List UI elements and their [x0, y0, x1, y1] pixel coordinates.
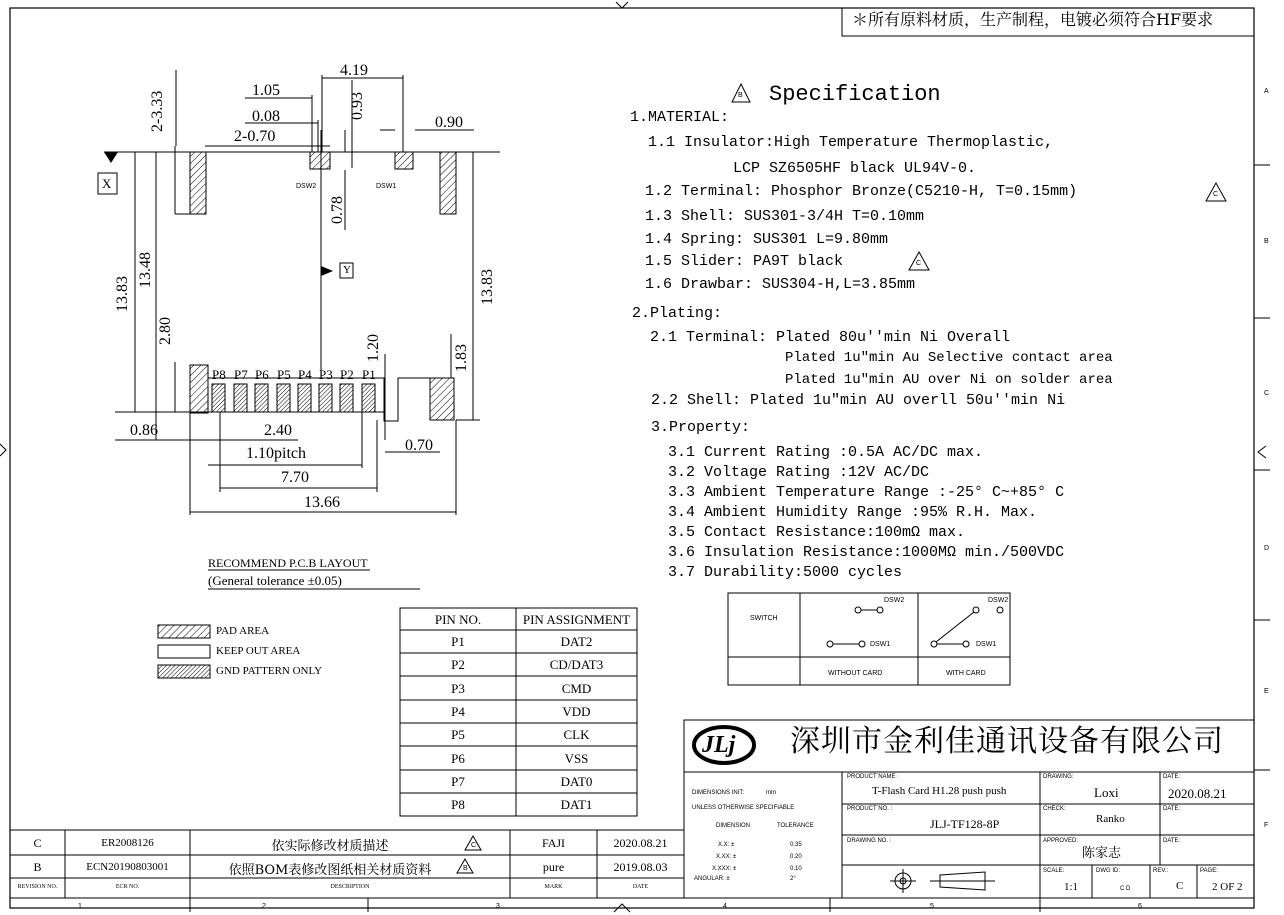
zone-b: B [1264, 238, 1269, 245]
pin-label-p6: P6 [255, 367, 269, 382]
zone-d: D [1264, 545, 1270, 552]
revision-date: 2020.08.21 [613, 836, 668, 850]
product-no-label: PRODUCT NO. : [847, 806, 893, 812]
tolerance-header: TOLERANCE [777, 823, 814, 829]
dim-1-05: 1.05 [252, 82, 280, 99]
drawn-by: Loxi [1094, 785, 1119, 800]
dsw1-label: DSW1 [870, 641, 891, 648]
company-name: 深圳市金利佳通讯设备有限公司 [790, 724, 1224, 759]
tol-xx-value: 0.20 [790, 854, 802, 860]
pin-table-cell: P3 [451, 681, 465, 696]
pin-table-cell: DAT1 [560, 797, 593, 812]
revision-date: 2019.08.03 [613, 860, 668, 874]
product-no: JLJ-TF128-8P [930, 817, 1000, 831]
spec-line: 1.4 Spring: SUS301 L=9.80mm [645, 231, 889, 248]
pin-table-cell: DAT0 [560, 774, 593, 789]
dim-2-0-70: 2-0.70 [234, 128, 276, 145]
date-label: DATE: [1163, 774, 1181, 780]
dim-13-48: 13.48 [137, 252, 154, 288]
zone-3: 3 [496, 903, 500, 910]
revision-no: B [33, 860, 42, 874]
dim-0-93: 0.93 [349, 92, 366, 120]
legend-pad-area: PAD AREA [216, 625, 270, 637]
dsw1-label-2: DSW1 [976, 641, 997, 648]
dim-1-83: 1.83 [453, 344, 470, 372]
zone-a: A [1264, 88, 1269, 95]
pin-table-cell: DAT2 [560, 634, 593, 649]
spec-line: 1.MATERIAL: [630, 109, 730, 126]
tol-angle-label: ANGULAR: ± [694, 876, 730, 882]
dim-7-70: 7.70 [281, 469, 309, 486]
header-revision-no: REVISION NO. [17, 884, 58, 890]
dim-13-66: 13.66 [304, 494, 340, 511]
approved-date-label: DATE: [1163, 838, 1181, 844]
zone-e: E [1264, 688, 1269, 695]
tol-xxx-value: 0.10 [790, 866, 802, 872]
zone-c: C [1264, 390, 1270, 397]
layout-note-tolerance: (General tolerance ±0.05) [208, 573, 342, 588]
dsw2-label-2: DSW2 [988, 597, 1009, 604]
dim-init-label: DIMENSIONS INIT: [692, 790, 745, 796]
rev-label: REV.: [1153, 868, 1169, 874]
revision-mark: FAJI [541, 836, 566, 850]
header-ecr-no: ECR NO. [115, 884, 140, 890]
page-label: PAGE: [1200, 868, 1218, 874]
dim-init-unit: mm [766, 790, 776, 796]
drawing-date: 2020.08.21 [1168, 786, 1227, 801]
spec-line: 3.Property: [651, 419, 751, 436]
spec-line: 1.6 Drawbar: SUS304-H,L=3.85mm [645, 276, 916, 293]
spec-line: 1.2 Terminal: Phosphor Bronze(C5210-H, T=0.15mm) [645, 183, 1078, 200]
dimension-header: DIMENSION [716, 823, 751, 829]
dim-0-90: 0.90 [435, 114, 463, 131]
pin-pads [212, 384, 375, 412]
dim-4-19: 4.19 [340, 62, 368, 79]
pin-table-cell: VDD [562, 704, 591, 719]
dsw1-marker: DSW1 [376, 183, 397, 190]
unless-note: UNLESS OTHERWISE SPECIFIABLE [692, 805, 795, 811]
pin-label-p2: P2 [340, 367, 354, 382]
header-mark: MARK [544, 884, 563, 890]
without-card-label: WITHOUT CARD [828, 670, 883, 677]
spec-rev-c-mark: C [1213, 191, 1219, 198]
spec-line: 2.Plating: [632, 305, 723, 322]
pin-table-cell: P7 [451, 774, 465, 789]
spec-line: 3.3 Ambient Temperature Range :-25° C~+85° C [668, 484, 1065, 501]
dim-1-20: 1.20 [365, 334, 382, 362]
dsw2-label: DSW2 [884, 597, 905, 604]
company-logo: JLj [702, 732, 736, 758]
scale-label: SCALE: [1043, 868, 1065, 874]
zone-2: 2 [262, 903, 266, 910]
revision-mark-symbol: B [463, 865, 468, 872]
pin-table-cell: P6 [451, 751, 465, 766]
dim-0-78: 0.78 [329, 196, 346, 224]
switch-label: SWITCH [750, 615, 778, 622]
checked-by: Ranko [1096, 813, 1125, 825]
spec-line: 3.1 Current Rating :0.5A AC/DC max. [668, 444, 984, 461]
spec-line: 2.2 Shell: Plated 1u"min AU overll 50u''min Ni [651, 392, 1066, 409]
with-card-label: WITH CARD [946, 670, 986, 677]
pin-table-cell: P1 [451, 634, 465, 649]
pin-table-cell: P4 [451, 704, 465, 719]
tol-xxx-label: X.XXX: ± [712, 866, 737, 872]
revision-mark-symbol: C [471, 842, 477, 849]
pin-table-header-no: PIN NO. [434, 612, 482, 627]
product-name: T-Flash Card H1.28 push push [872, 785, 1007, 797]
tol-xx-label: X.XX: ± [716, 854, 737, 860]
dim-2-40: 2.40 [264, 422, 292, 439]
spec-rev-c-mark-2: C [916, 260, 922, 267]
spec-line: LCP SZ6505HF black UL94V-0. [733, 160, 977, 177]
legend-gnd-pattern: GND PATTERN ONLY [216, 665, 323, 677]
dim-13-83-right: 13.83 [479, 269, 496, 305]
spec-line: 3.7 Durability:5000 cycles [668, 564, 903, 581]
revision-mark: pure [542, 860, 565, 874]
revision-description: 依照BOM表修改图纸相关材质资料 [228, 863, 432, 878]
dim-0-70: 0.70 [405, 437, 433, 454]
tol-angle-value: 2° [790, 876, 796, 882]
revision-no: C [33, 836, 42, 850]
dim-2-3-33: 2-3.33 [149, 90, 166, 132]
ecr-no: ER2008126 [101, 837, 154, 849]
zone-f: F [1264, 822, 1269, 829]
page-value: 2 OF 2 [1212, 881, 1243, 893]
zone-6: 6 [1138, 903, 1142, 910]
spec-line: Plated 1u"min Au Selective contact area [785, 350, 1113, 366]
hf-requirement-note: ＊所有原料材质，生产制程，电镀必须符合HF要求 [852, 10, 1214, 29]
scale-value: 1:1 [1064, 881, 1079, 893]
legend-keep-out-area: KEEP OUT AREA [216, 645, 301, 657]
pin-table-cell: VSS [564, 751, 589, 766]
dim-1-10-pitch: 1.10pitch [246, 445, 306, 462]
datum-y: Y [343, 264, 351, 276]
drawing-no-label: DRAWING NO. : [847, 838, 892, 844]
dim-13-83-left: 13.83 [114, 276, 131, 312]
check-label: CHECK: [1043, 806, 1066, 812]
pin-table-cell: CD/DAT3 [549, 657, 604, 672]
pin-label-p5: P5 [277, 367, 291, 382]
dim-0-86: 0.86 [130, 422, 158, 439]
spec-line: 3.6 Insulation Resistance:1000MΩ min./500VDC [668, 544, 1065, 561]
tol-x-label: X.X: ± [718, 842, 735, 848]
layout-note-title: RECOMMEND P.C.B LAYOUT [208, 556, 368, 570]
rev-value: C [1176, 880, 1184, 892]
tol-x-value: 0.35 [790, 842, 802, 848]
dim-2-80: 2.80 [157, 317, 174, 345]
dwg-id-label: DWG ID: [1096, 868, 1120, 874]
zone-5: 5 [930, 903, 934, 910]
spec-line: 1.3 Shell: SUS301-3/4H T=0.10mm [645, 208, 925, 225]
spec-line: 3.4 Ambient Humidity Range :95% R.H. Max. [668, 504, 1038, 521]
pin-label-p7: P7 [234, 367, 248, 382]
product-name-label: PRODUCT NAME : [847, 774, 899, 780]
spec-rev-b-mark: B [738, 92, 743, 99]
pin-table-header-assign: PIN ASSIGNMENT [522, 612, 631, 627]
dwg-id-value: C D [1120, 886, 1131, 892]
drawing-label: DRAWING: [1043, 774, 1074, 780]
approved-by: 陈家志 [1082, 846, 1122, 861]
pin-label-p4: P4 [298, 367, 312, 382]
spec-line: 1.1 Insulator:High Temperature Thermoplastic, [648, 134, 1054, 151]
pin-table-cell: CMD [561, 681, 592, 696]
pin-label-p1: P1 [362, 367, 376, 382]
ecr-no: ECN20190803001 [86, 861, 169, 873]
spec-line: Plated 1u"min AU over Ni on solder area [785, 372, 1113, 388]
datum-x: X [102, 176, 112, 191]
dim-0-08: 0.08 [252, 108, 280, 125]
spec-line: 3.5 Contact Resistance:100mΩ max. [668, 524, 966, 541]
zone-1: 1 [78, 903, 82, 910]
spec-title: Specification [769, 82, 941, 107]
spec-line: 3.2 Voltage Rating :12V AC/DC [668, 464, 930, 481]
spec-line: 1.5 Slider: PA9T black [645, 253, 844, 270]
header-description: DESCRIPTION [330, 884, 370, 890]
pin-table-cell: P2 [451, 657, 465, 672]
pin-label-p3: P3 [319, 367, 333, 382]
approved-label: APPROVED: [1043, 838, 1079, 844]
pin-table-cell: CLK [563, 727, 590, 742]
check-date-label: DATE: [1163, 806, 1181, 812]
pin-table-cell: P8 [451, 797, 465, 812]
pin-label-p8: P8 [212, 367, 226, 382]
spec-line: 2.1 Terminal: Plated 80u''min Ni Overall [650, 329, 1011, 346]
dsw2-marker: DSW2 [296, 183, 317, 190]
revision-description: 依实际修改材质描述 [271, 839, 389, 854]
header-date: DATE [632, 884, 649, 890]
zone-4: 4 [723, 903, 727, 910]
pin-table-cell: P5 [451, 727, 465, 742]
